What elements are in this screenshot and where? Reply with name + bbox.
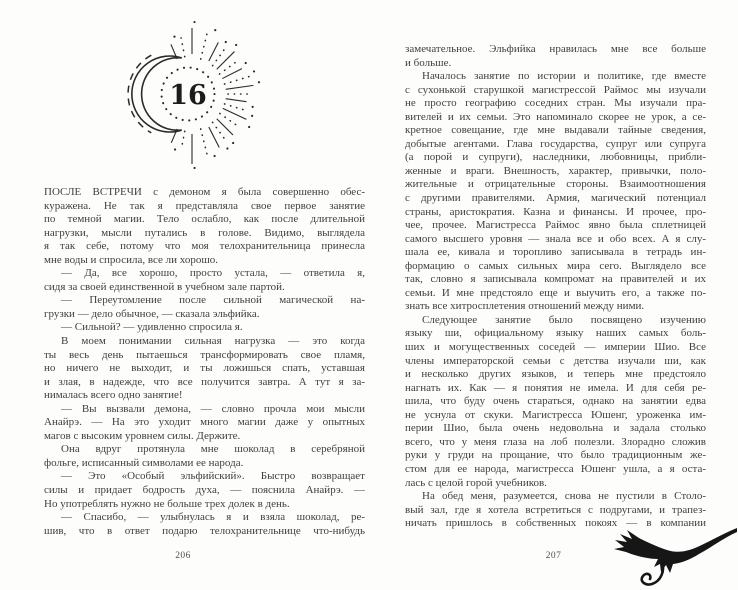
text-line: — Вы вызвали демона, — словно прочла мои мысли (61, 402, 365, 415)
text-line: семьи. И мне предстояло еще и выучить его, а также по- (405, 286, 706, 299)
chapter-number: 16 (169, 80, 207, 111)
text-line: страны, аристократия. Казна и финансы. И прочее, про- (405, 205, 706, 218)
text-line: замечательное. Эльфийка нравилась мне все больше (405, 43, 706, 55)
text-line: куражена. Не так я представляла свое первое занятие (44, 199, 365, 212)
text-line: не уснула от скуки. Магистресса Юшенг, уроженка им- (405, 408, 706, 421)
text-line: не просто географию соседних стран. Мы изучали пра- (405, 97, 706, 110)
text-line: члены императорской семьи с детства изучали ши, как (405, 354, 706, 367)
text-line: стом для ее народа, магистресса Юшенг ушла, а я оста- (405, 462, 706, 475)
text-line: — Да, все хорошо, просто устала, — ответила я, (61, 267, 365, 280)
text-line: лась с целой горой учебников. (405, 476, 547, 489)
text-line: фольге, исписанный символами ее народа. (44, 456, 244, 469)
text-line: ПОСЛЕ ВСТРЕЧИ с демоном я была совершенно обес- (44, 186, 365, 198)
right-page-number: 207 (545, 551, 562, 561)
text-line: магов с высоким уровнем силы. Держите. (44, 429, 241, 442)
text-line: и больше. (405, 56, 452, 69)
text-line: языку ши, официальному языку наших самых боль- (405, 327, 706, 340)
text-line: мне воды и спросила, все ли хорошо. (44, 253, 219, 266)
right-page-text (405, 43, 706, 531)
text-line: жительные и отрицательные стороны. Взаимоотношения (405, 178, 706, 191)
text-line: шив, что в ответ подарю телохранительнице что-нибудь (44, 524, 365, 537)
text-line: Началось занятие по истории и политике, где вместе (422, 70, 706, 83)
text-line: — Переутомление после сильной магической на- (61, 294, 365, 307)
text-line: силы и придает бодрость духа, — пояснила Анайрэ. — (44, 484, 365, 497)
text-line: Следующее занятие было посвящено изучению (422, 313, 706, 326)
text-line: вителей и их семьи. Это напоминало скорее не урок, а се- (405, 110, 706, 123)
text-line: формацию о самых сильных мира сего. Выглядело все (405, 259, 706, 272)
text-line: я так себе, потому что моя телохранительница принесла (44, 240, 365, 253)
text-line: нагнать их. Как — я понятия не имела. И для себя ре- (405, 381, 706, 394)
text-line: нималась всего одно занятие! (44, 389, 183, 402)
text-line: шала ее, кивала и торопливо записывала в тетрадь ин- (405, 246, 706, 259)
text-line: знать все хитросплетения отношений между ними. (405, 300, 645, 313)
text-line: шила, что буду очень стараться, однако на занятии едва (405, 395, 706, 408)
text-line: грузки — дело обычное, — сказала эльфийка. (44, 307, 260, 320)
text-line: всего, что у меня глаза на лоб полезли. Злорадно сложив (405, 435, 706, 448)
text-line: с сухонькой старушкой магистрессой Раймос мы изучали (405, 83, 706, 96)
text-line: На обед меня, разумеется, снова не пустили в Столо- (422, 490, 706, 503)
text-line: вый зал, где я хотела встретиться с подругами, и трапез- (405, 503, 706, 516)
text-line: ших и могущественных соседей — империи Шио. Все (405, 341, 706, 354)
text-line: руки у груди на прощание, что было традиционным же- (405, 449, 706, 462)
text-line: и несколько других языков, и теперь мне предстояло (405, 368, 706, 381)
text-line: нагрузки, мысли путались в голове. Видимо, выглядела (44, 226, 365, 239)
text-line: ты весь день пытаешься трансформировать свое пламя, (44, 348, 365, 361)
text-line: с другими правителями. Армия, магический потенциал (405, 192, 706, 205)
text-line: сидя за своей единственной в учебном зале партой. (44, 280, 285, 293)
dragon-silhouette-icon (606, 527, 738, 590)
text-line: добытые агентами. Глава государства, супруг или супруга (405, 137, 706, 150)
text-line: (а порой и супруги), наследники, любовницы, прибли- (405, 151, 706, 164)
text-line: так, словно я записывала компромат на правителей и их (405, 273, 706, 286)
text-line: Но употреблять нужно не больше трех долек в день. (44, 497, 290, 510)
text-line: чее, прочее. Магистресса Раймос явно была сплетницей (405, 219, 706, 232)
text-line: — Это «Особый эльфийский». Быстро возвращает (61, 470, 365, 483)
text-line: ничать пришлось в собственных покоях — в компании (405, 517, 706, 530)
text-line: В моем понимании сильная нагрузка — это когда (61, 335, 365, 348)
text-line: — Спасибо, — улыбнулась я и взяла шоколад, ре- (61, 511, 365, 524)
text-line: женные и враги. Внешность, характер, привычки, поло- (405, 164, 706, 177)
text-line: и злая, в надежде, что все получится завтра. А тут я за- (44, 375, 365, 388)
text-line: Анайрэ. — На это уходит много магии даже у опытных (44, 416, 365, 429)
text-line: Она вдруг протянула мне шоколад в серебряной (61, 443, 365, 456)
text-line: но ничего не выходит, и ты ложишься спать, уставшая (44, 362, 365, 375)
text-line: самого высшего уровня — знала все и обо всех. А я слу- (405, 232, 706, 245)
text-line: — Сильной? — удивленно спросила я. (61, 321, 243, 334)
left-page-number: 206 (175, 551, 191, 561)
text-line: кретное совещание, где мне выдавали тайные сведения, (405, 124, 706, 137)
text-line: по темной магии. Тело ослабло, как после длительной (44, 213, 365, 226)
text-line: перии Шио, была очень недовольна и задала столько (405, 422, 706, 435)
